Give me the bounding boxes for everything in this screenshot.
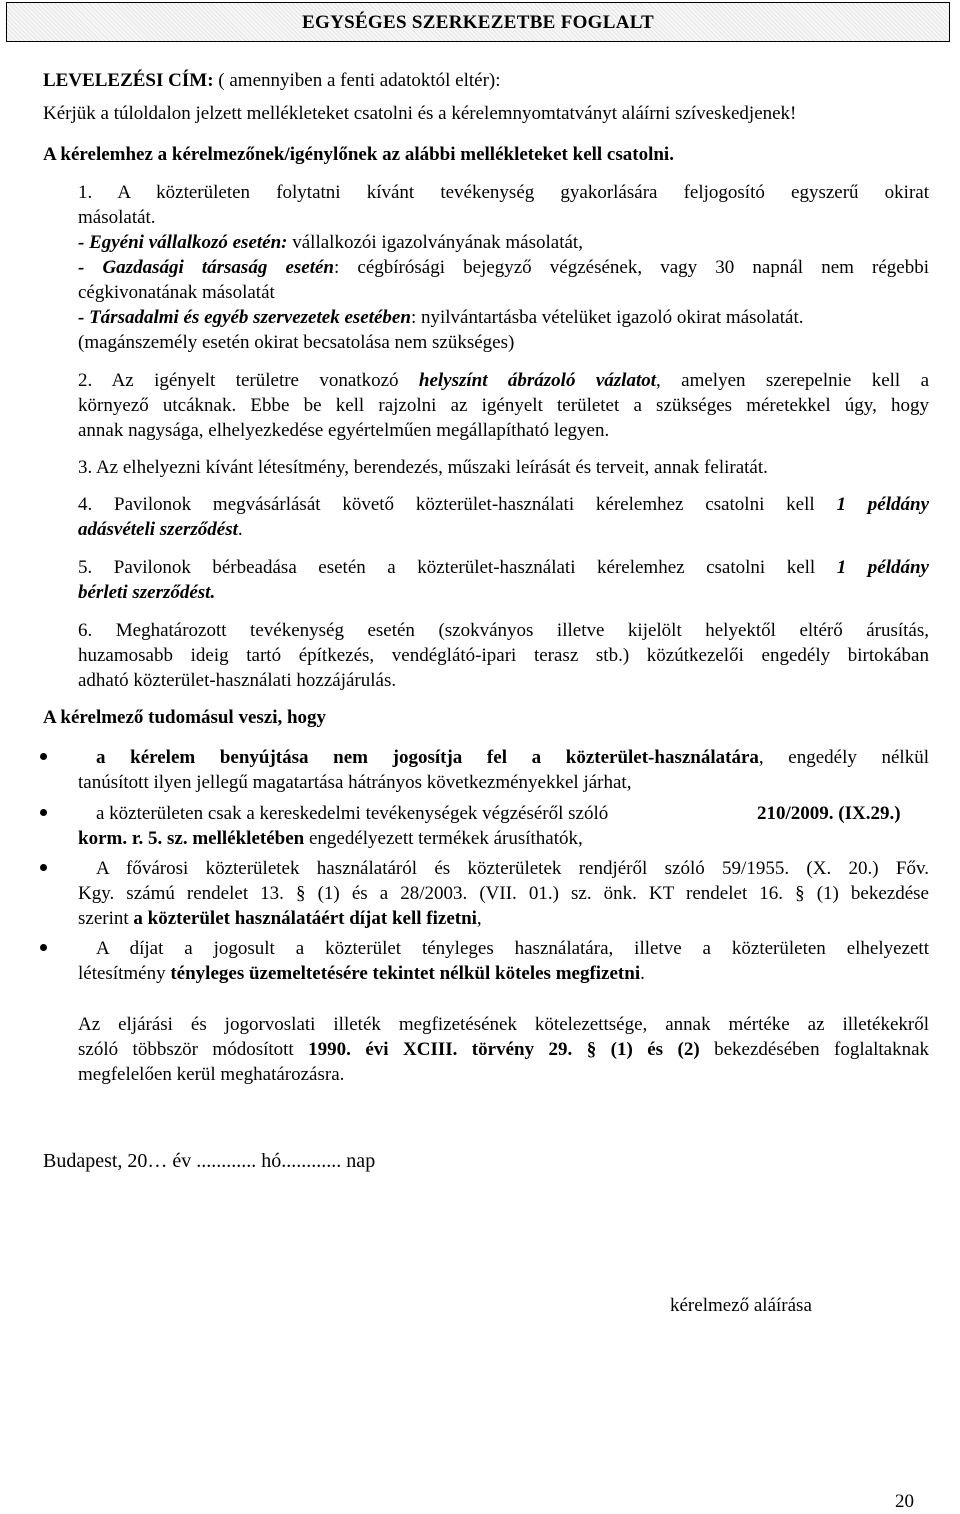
bullet-4-line-2: létesítmény tényleges üzemeltetésére tekintet nélkül köteles megfizetni. [78, 963, 645, 984]
bullet-3-line-2: Kgy. számú rendelet 13. § (1) és a 28/2003. (VII. 01.) sz. önk. KT rendelet 16. § (1) bekezdése [78, 883, 929, 904]
item-1-sub-1: - Egyéni vállalkozó esetén: vállalkozói igazolványának másolatát, [78, 232, 583, 253]
bullet-2-line-1-a: a közterületen csak a kereskedelmi tevékenységek végzéséről szóló [96, 803, 609, 824]
signature-label: kérelmező aláírása [670, 1295, 812, 1316]
item-1-sub-2: - Gazdasági társaság esetén: cégbírósági bejegyző végzésének, vagy 30 napnál nem régebbi [78, 257, 929, 278]
bullet-3-line-1: A fővárosi közterületek használatáról és közterületek rendjéről szóló 59/1955. (X. 20.) Főv. [96, 858, 929, 879]
item-1-sub-4: (magánszemély esetén okirat becsatolása nem szükséges) [78, 332, 515, 353]
fee-line-3: megfelelően kerül meghatározásra. [78, 1064, 345, 1085]
item-2-line-2: környező utcáknak. Ebbe be kell rajzolni az igényelt területet a szükséges méretekkel úgy, hogy [78, 395, 929, 416]
item-2-line-1: 2. Az igényelt területre vonatkozó helyszínt ábrázoló vázlatot, amelyen szerepelnie kell a [78, 370, 929, 391]
item-6-line-1: 6. Meghatározott tevékenység esetén (szokványos illetve kijelölt helyektől eltérő árusítás, [78, 620, 929, 641]
item-5-line-1: 5. Pavilonok bérbeadása esetén a közterület-használati kérelemhez csatolni kell 1 példány [78, 557, 929, 578]
bullet-3-line-3: szerint a közterület használatáért díjat kell fizetni, [78, 908, 482, 929]
attachments-heading: A kérelemhez a kérelmezőnek/igénylőnek az alábbi mellékleteket kell csatolni. [43, 144, 674, 165]
document-header [6, 2, 950, 42]
fee-line-2: szóló többször módosított 1990. évi XCIII. törvény 29. § (1) és (2) bekezdésében foglaltaknak [78, 1039, 929, 1060]
item-6-line-3: adható közterület-használati hozzájárulás. [78, 670, 397, 691]
header-title: EGYSÉGES SZERKEZETBE FOGLALT [302, 11, 654, 33]
bullet-dot [40, 753, 47, 760]
item-3: 3. Az elhelyezni kívánt létesítmény, berendezés, műszaki leírását és terveit, annak feliratát. [78, 457, 768, 478]
bullet-dot [40, 809, 47, 816]
item-5-line-2: bérleti szerződést. [78, 582, 216, 603]
bullet-1-line-2: tanúsított ilyen jellegű magatartása hátrányos következményekkel járhat, [78, 772, 632, 793]
item-4-line-2: adásvételi szerződést. [78, 519, 243, 540]
date-line: Budapest, 20… év ............ hó............ nap [43, 1150, 376, 1172]
item-6-line-2: huzamosabb ideig tartó építkezés, vendéglátó-ipari terasz stb.) közútkezelői engedély birtokában [78, 645, 929, 666]
page-number: 20 [895, 1491, 914, 1512]
item-4-line-1: 4. Pavilonok megvásárlását követő közterület-használati kérelemhez csatolni kell 1 példány [78, 494, 929, 515]
bullet-2-line-2: korm. r. 5. sz. mellékletében engedélyezett termékek árusíthatók, [78, 828, 583, 849]
bullet-dot [40, 944, 47, 951]
item-2-line-3: annak nagysága, elhelyezkedése egyértelműen megállapítható legyen. [78, 420, 610, 441]
item-1-sub-3: - Társadalmi és egyéb szervezetek esetében: nyilvántartásba vételüket igazoló okirat másolatát. [78, 307, 804, 328]
bullet-1-line-1: a kérelem benyújtása nem jogosítja fel a közterület-használatára, engedély nélkül [96, 747, 929, 768]
item-1-line-1: 1. A közterületen folytatni kívánt tevékenység gyakorlására feljogosító egyszerű okirat [78, 182, 929, 203]
fee-line-1: Az eljárási és jogorvoslati illeték megfizetésének kötelezettsége, annak mértéke az illetékekről [78, 1014, 929, 1035]
bullet-dot [40, 864, 47, 871]
item-1-line-2: másolatát. [78, 207, 156, 228]
ack-heading: A kérelmező tudomásul veszi, hogy [43, 707, 327, 728]
address-label: LEVELEZÉSI CÍM: [43, 70, 214, 91]
address-line: LEVELEZÉSI CÍM: ( amennyiben a fenti adatoktól eltér): [43, 70, 501, 91]
address-note: Kérjük a túloldalon jelzett mellékleteket csatolni és a kérelemnyomtatványt aláírni szíveskedjenek! [43, 103, 797, 124]
item-1-sub-2-cont: cégkivonatának másolatát [78, 282, 275, 303]
bullet-4-line-1: A díjat a jogosult a közterület tényleges használatára, illetve a közterületen elhelyezett [96, 938, 929, 959]
bullet-2-line-1-b: 210/2009. (IX.29.) [757, 803, 901, 824]
